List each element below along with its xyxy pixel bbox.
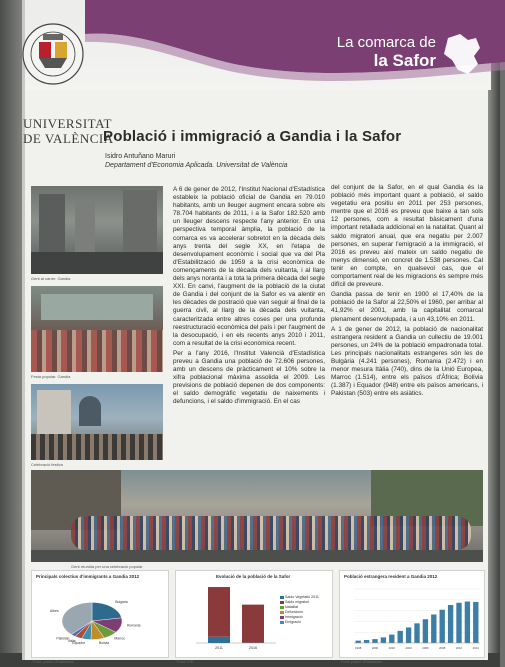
bar bbox=[356, 641, 361, 643]
article-byline bbox=[105, 152, 288, 170]
legend-label: Saldo Vegetatiu 2011 bbox=[285, 595, 319, 599]
pie-slice-label: Altres bbox=[49, 609, 59, 614]
bar bbox=[448, 605, 453, 643]
bar bbox=[414, 623, 419, 643]
chart-caption-3: Font: padró d'habitants bbox=[341, 659, 382, 664]
pie-slice-label: Bolívia bbox=[98, 641, 110, 646]
university-name-line2: DE VALÈNCIA bbox=[23, 131, 114, 146]
plaza-photo bbox=[31, 384, 163, 460]
author-name: Isidro Antuñano Maruri bbox=[105, 153, 176, 160]
bar bbox=[364, 640, 369, 643]
x-tick-label: 2008 bbox=[439, 646, 446, 650]
photo-caption-4: Gent reunida per una celebració popular bbox=[71, 564, 143, 569]
chart-caption-2: Font: IVE bbox=[177, 659, 194, 664]
bar bbox=[456, 603, 461, 643]
article-paragraph: A 6 de gener de 2012, l'Institut Nacional d'Estadística estableix la població oficial de Gandia en 79.010 habitants, amb un lleuger augment encara sobre els 78.704 habitants de 2011, i a la Safor 182.520 amb un lleuger descens respecte l'any anterior. En una perspectiva temporal àmplia, la població de la comarca es va accelerar sobretot en la dècada dels anys trenta del segle XX, en l'etapa de desenvolupament econòmic i social que va del Pla d'Estabilització de 1959 a la crisi econòmica de començaments de la dècada dels vuitanta, i al llarg dels anys noranta i a tota la primera dècada del segle XXI. En canvi, l'augment de la població de la ciutat de Gandia i del conjunt de la Safor es va alentir en les dècades de postració que van seguir al final de la guerra civil, al llarg de la dècada dels vuitanta, caracteritzada entre altres coses per una profunda reestructuració econòmica del país i per l'augment de la desocupació, i en els recents anys 2010 i 2011, com a resultat de la crisi econòmica recent. bbox=[173, 186, 325, 347]
photo-caption-3: Celebració festiva bbox=[31, 462, 63, 467]
bar bbox=[208, 637, 230, 643]
background-wall-right bbox=[486, 0, 500, 667]
bar bbox=[465, 602, 470, 643]
article-column-1 bbox=[173, 186, 325, 470]
x-tick-label: 2010 bbox=[455, 646, 463, 650]
photo-caption-2: Festa popular. Gandia bbox=[31, 374, 71, 379]
chart-foreign-population bbox=[339, 570, 485, 658]
pie-slice-label: Bulgària bbox=[115, 599, 128, 604]
chart-title: Principals colectius d'immigrants a Gandia 2012 bbox=[36, 574, 140, 579]
legend-swatch bbox=[280, 596, 284, 599]
pie-slice-label: Romania bbox=[126, 623, 141, 628]
bar bbox=[406, 627, 411, 643]
legend-label: Saldo migratori bbox=[285, 600, 310, 604]
bar bbox=[423, 619, 428, 643]
university-name bbox=[23, 116, 114, 146]
pie-slice-label: Equador bbox=[72, 641, 86, 646]
legend-swatch bbox=[280, 601, 284, 604]
group-photo bbox=[31, 470, 483, 562]
crowd-indoor-photo bbox=[31, 286, 163, 372]
bar bbox=[473, 602, 478, 643]
region-title-line1: La comarca de bbox=[336, 34, 436, 51]
legend-label: Immigració bbox=[285, 615, 303, 619]
pie-slice-label: Marroc bbox=[114, 636, 125, 641]
chart-population-evolution bbox=[175, 570, 333, 658]
legend-entry bbox=[280, 620, 319, 625]
x-tick-label: 2004 bbox=[405, 646, 412, 650]
article-paragraph: Per a l'any 2016, l'Institut Valencià d'Estadística preveu a Gandia una població de 72.606 persones, amb un descens de pràcticament el 10% sobre la xifra poblacional màxima assolida el 2009. Les previsions de població depenen de dos components: el saldo demogràfic vegetatiu de naixements i defuncions, i el saldo d'immigració. En el cas bbox=[173, 349, 325, 406]
legend-swatch bbox=[280, 616, 284, 619]
poster bbox=[22, 0, 488, 664]
photo-caption-1: Gent al carrer. Gandia bbox=[31, 276, 71, 281]
x-tick-label: 2002 bbox=[388, 646, 395, 650]
street-photo bbox=[31, 186, 163, 274]
x-tick-label: 2012 bbox=[472, 646, 479, 650]
author-department: Departament d'Economia Aplicada. Universitat de València bbox=[105, 162, 288, 169]
bar bbox=[372, 639, 377, 643]
article-paragraph: A 1 de gener de 2012, la població de nacionalitat estrangera resident a Gandia un cullectiu de 19.001 persones, un 24% de la població empadronada total. Les principals nacionalitats estrangeres són les de Bulgària (4.241 persones), Romania (2.472) i en menor mesura Itàlia (740), dins de la Unió Europea, Marroc (1.514), entre els països d'Àfrica; Bolívia (1.387) i Equador (948) entre els països americans, i Pakistan (503) entre els asiàtics. bbox=[331, 325, 483, 398]
university-seal bbox=[21, 22, 85, 86]
article-column-2 bbox=[331, 184, 483, 470]
bar bbox=[440, 610, 445, 643]
legend-swatch bbox=[280, 611, 284, 614]
chart-caption-1: Font: padró d'habitants bbox=[33, 659, 74, 664]
article-paragraph: del conjunt de la Safor, en el qual Gandia és la població més important quant a població, el saldo vegetatiu era positiu en 2011 per 253 persones, mentre que el 2016 es preveu que baixe a tan sols 12 persones, com a resultat bàsicament d'una important retallada addicional en la natalitat. Quant al saldo migratori anual, que era negatiu per 2.007 persones, en superar l'emigració a la immigració, el 2016 es preveu així mateix un saldo negatiu de menys dimensió, en concret de 1.538 persones. Cal tenir en compte, en qualsevol cas, que el comportament real de les migracions és sempre més difícil de preveure. bbox=[331, 184, 483, 289]
evolution-bar-chart bbox=[180, 581, 280, 657]
article-paragraph: Gandia passa de tenir en 1900 el 17,40% de la població de la Safor al 22,50% el 1960, per arribar al 41,92% el 2001, amb la capitalitat comarcal plenament desenvolupada, i a un 43,10% en 2011. bbox=[331, 291, 483, 323]
x-tick-label: 2006 bbox=[422, 646, 429, 650]
legend-label: Defuncions bbox=[285, 610, 303, 614]
x-tick-label: 1998 bbox=[355, 646, 362, 650]
safor-map-icon bbox=[438, 30, 486, 78]
pie-slice-label: Itàlia bbox=[68, 639, 76, 644]
region-title bbox=[337, 34, 436, 71]
x-tick-label: 2011 bbox=[215, 646, 223, 650]
article-title: Població i immigració a Gandia i la Safor bbox=[103, 128, 402, 145]
bar bbox=[208, 587, 230, 637]
legend-swatch bbox=[280, 606, 284, 609]
chart-legend bbox=[280, 595, 319, 625]
chart-immigrant-groups bbox=[31, 570, 169, 658]
x-tick-label: 2016 bbox=[249, 646, 257, 650]
legend-swatch bbox=[280, 621, 284, 624]
bar bbox=[389, 635, 394, 643]
legend-label: Emigració bbox=[285, 620, 301, 624]
bar bbox=[431, 614, 436, 643]
bar bbox=[381, 637, 386, 643]
bar bbox=[242, 605, 264, 643]
university-name-line1: UNIVERSITAT bbox=[23, 116, 112, 131]
x-tick-label: 2000 bbox=[371, 646, 379, 650]
legend-label: Natalitat bbox=[285, 605, 299, 609]
chart-title: Població estrangera resident a Gandia 2012 bbox=[344, 574, 438, 579]
bar bbox=[398, 631, 403, 643]
foreign-population-bar-chart bbox=[340, 581, 486, 657]
chart-title: Evolució de la població de la Safor bbox=[216, 574, 291, 579]
region-title-line2: la Safor bbox=[373, 51, 436, 70]
pie-slice-label: Pakistan bbox=[56, 636, 70, 641]
pie-chart bbox=[32, 581, 170, 659]
